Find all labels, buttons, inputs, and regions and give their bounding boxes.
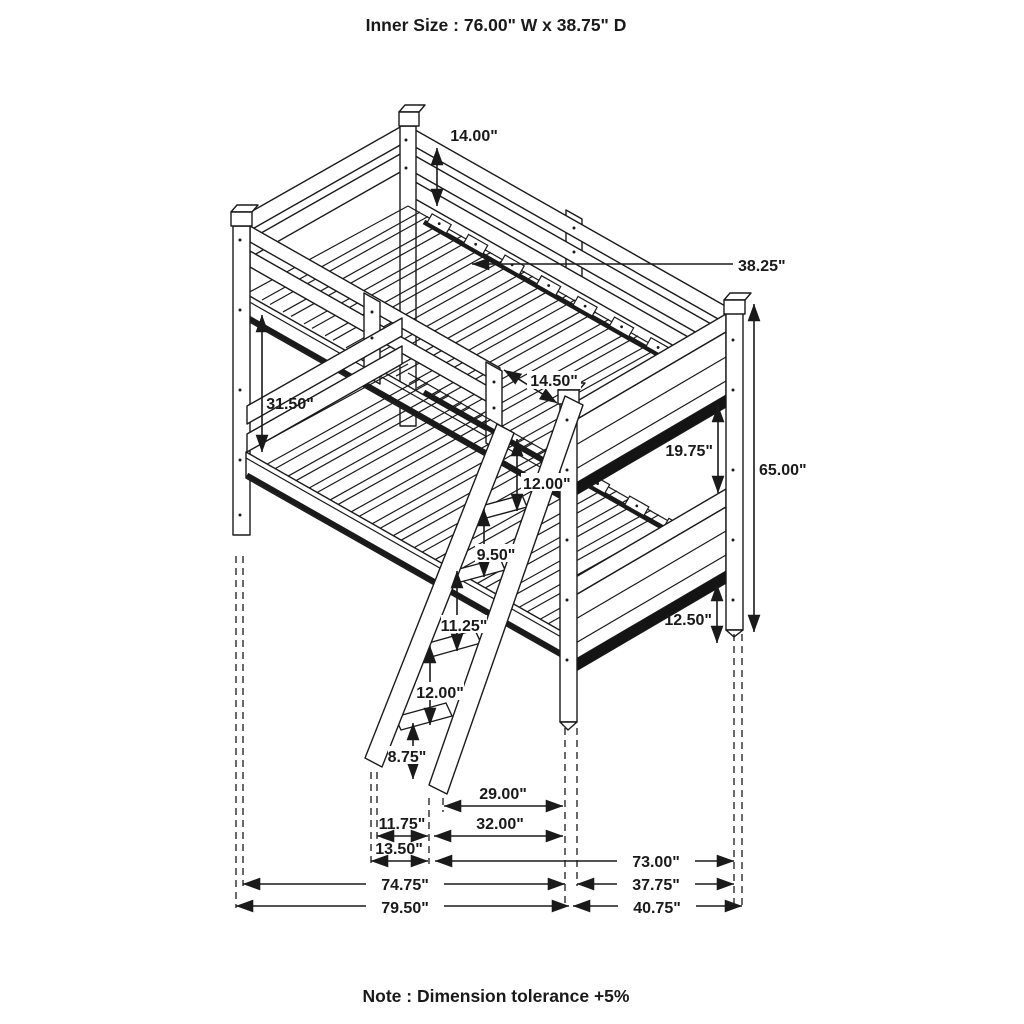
dim-ladder-to-leg-outer-label: 32.00" (476, 816, 524, 833)
dim-inner-length (435, 851, 734, 871)
dim-total-height-label: 65.00" (759, 462, 807, 479)
dim-rail-depth-label: 37.75" (632, 877, 680, 894)
dim-end-bunk-gap-label: 19.75" (665, 443, 713, 460)
dim-ladder-outer-width-label: 13.50" (375, 841, 423, 858)
dim-ladder-inner-width (377, 816, 428, 836)
dim-inner-length-label: 73.00" (632, 854, 680, 871)
dim-outer-depth (573, 897, 742, 917)
dim-ladder-to-leg-label: 29.00" (479, 786, 527, 803)
back-guardrail (410, 127, 727, 376)
dim-ladder-to-leg (444, 786, 563, 806)
dim-outer-length (236, 897, 569, 917)
dim-step1-to-step2-label: 9.50" (476, 547, 516, 564)
dim-rail-length (243, 874, 565, 894)
dim-ladder-opening-label: 14.50" (530, 373, 578, 390)
dim-slat-depth-label: 38.25" (738, 258, 786, 275)
dim-outer-length-label: 79.50" (381, 900, 429, 917)
dim-step2-to-step3-label: 11.25" (440, 618, 488, 635)
dim-outer-depth-label: 40.75" (633, 900, 681, 917)
dim-ladder-to-leg-outer (434, 816, 563, 836)
dim-ladder-inner-width-label: 11.75" (378, 816, 426, 833)
dim-rail-to-step1-label: 12.00" (523, 476, 571, 493)
dim-step3-to-step4-label: 12.00" (416, 685, 464, 702)
dim-rail-length-label: 74.75" (381, 877, 429, 894)
dim-front-bunk-gap-label: 31.50" (266, 396, 314, 413)
tolerance-note: Note : Dimension tolerance +5% (362, 986, 630, 1006)
dim-total-height (754, 304, 809, 632)
back-right-post (724, 293, 751, 637)
dim-step4-to-floor-label: 8.75" (387, 749, 427, 766)
dim-ladder-outer-width (371, 841, 428, 861)
back-left-post (399, 105, 425, 426)
dim-guardrail-height-label: 14.00" (450, 128, 498, 145)
dim-rail-depth (577, 874, 734, 894)
dim-floor-clearance-label: 12.50" (664, 612, 712, 629)
page-title: Inner Size : 76.00" W x 38.75" D (365, 15, 627, 35)
